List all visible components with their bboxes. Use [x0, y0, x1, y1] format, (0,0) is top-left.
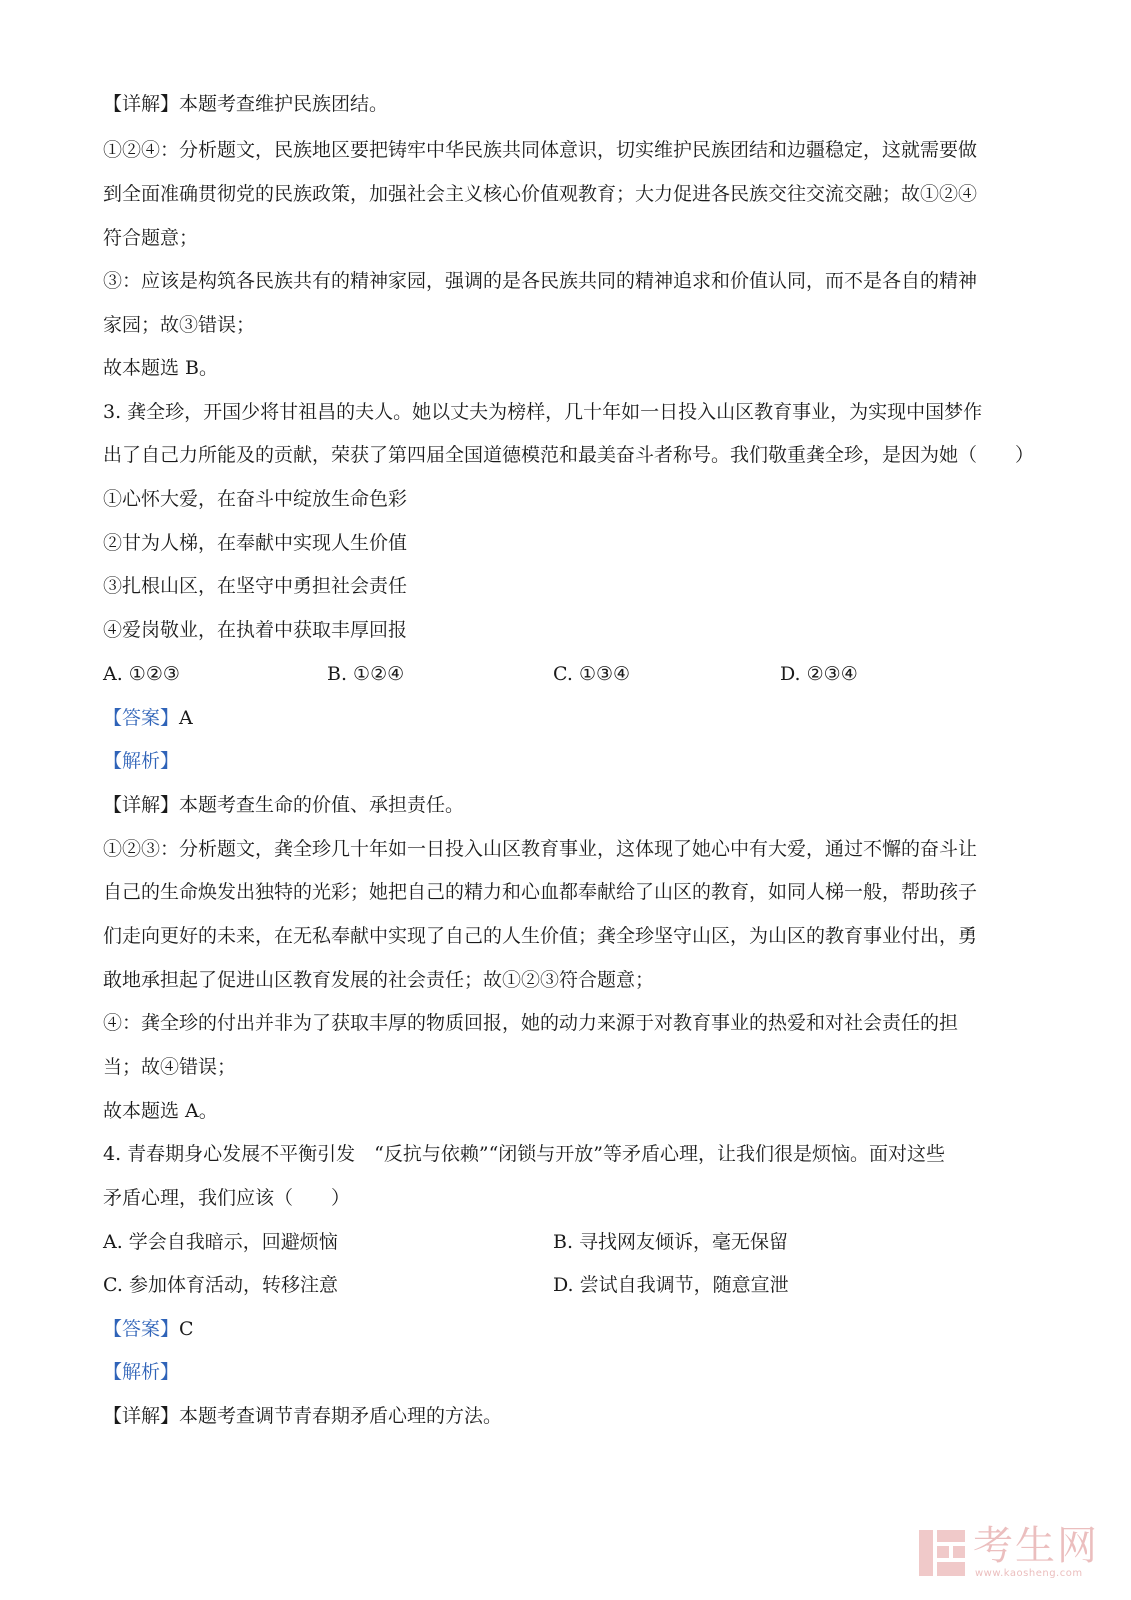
q4-stem-line2: 矛盾心理，我们应该（ ）	[103, 1187, 351, 1209]
q3-conclusion: 故本题选 A。	[103, 1100, 218, 1122]
q3-item3: ③扎根山区，在坚守中勇担社会责任	[103, 575, 408, 597]
q3-item4: ④爱岗敬业，在执着中获取丰厚回报	[103, 619, 408, 641]
q4-option-d: D. 尝试自我调节，随意宣泄	[553, 1274, 789, 1296]
q3-para2-line2: 当；故④错误；	[103, 1056, 237, 1078]
answer-value: A	[179, 707, 193, 729]
q4-option-a: A. 学会自我暗示，回避烦恼	[103, 1231, 338, 1253]
q2-para1-line2: 到全面准确贯彻党的民族政策，加强社会主义核心价值观教育；大力促进各民族交往交流交融；故①②④	[103, 183, 978, 205]
watermark-logo-icon	[917, 1528, 967, 1578]
q3-option-b: B. ①②④	[327, 663, 405, 685]
q3-answer	[103, 706, 193, 730]
q3-detail: 【详解】本题考查生命的价值、承担责任。	[103, 794, 465, 816]
answer-label: 【答案】	[103, 1318, 180, 1340]
q3-stem-line1: 3. 龚全珍，开国少将甘祖昌的夫人。她以丈夫为榜样，几十年如一日投入山区教育事业，为实现中国梦作	[103, 401, 983, 423]
q3-item1: ①心怀大爱，在奋斗中绽放生命色彩	[103, 488, 408, 510]
q4-answer	[103, 1317, 194, 1341]
q3-para1-line2: 自己的生命焕发出独特的光彩；她把自己的精力和心血都奉献给了山区的教育，如同人梯一般，帮助孩子	[103, 881, 978, 903]
q2-conclusion: 故本题选 B。	[103, 357, 219, 379]
q2-para2-line1: ③：应该是构筑各民族共有的精神家园，强调的是各民族共同的精神追求和价值认同，而不是各自的精神	[103, 270, 978, 292]
q2-para1-line3: 符合题意；	[103, 227, 199, 249]
q2-para2-line2: 家园；故③错误；	[103, 314, 256, 336]
q2-para1-line1: ①②④：分析题文，民族地区要把铸牢中华民族共同体意识，切实维护民族团结和边疆稳定，这就需要做	[103, 139, 978, 161]
q4-stem-line1: 4. 青春期身心发展不平衡引发 “反抗与依赖”“闭锁与开放”等矛盾心理，让我们很是烦恼。面对这些	[103, 1143, 946, 1165]
watermark	[917, 1524, 1107, 1586]
q3-option-a: A. ①②③	[103, 663, 180, 685]
q3-option-d: D. ②③④	[780, 663, 858, 685]
answer-label: 【答案】	[103, 707, 180, 729]
answer-value: C	[179, 1318, 194, 1340]
q3-analysis-label: 【解析】	[103, 750, 180, 772]
q2-detail: 【详解】本题考查维护民族团结。	[103, 93, 389, 115]
q3-para1-line3: 们走向更好的未来，在无私奉献中实现了自己的人生价值；龚全珍坚守山区，为山区的教育事业付出，勇	[103, 925, 978, 947]
q4-detail: 【详解】本题考查调节青春期矛盾心理的方法。	[103, 1405, 503, 1427]
q3-para2-line1: ④：龚全珍的付出并非为了获取丰厚的物质回报，她的动力来源于对教育事业的热爱和对社会责任的担	[103, 1012, 959, 1034]
q3-para1-line1: ①②③：分析题文，龚全珍几十年如一日投入山区教育事业，这体现了她心中有大爱，通过不懈的奋斗让	[103, 838, 978, 860]
watermark-url: www.kaosheng.com	[975, 1568, 1083, 1579]
q3-item2: ②甘为人梯，在奉献中实现人生价值	[103, 532, 408, 554]
q4-analysis-label: 【解析】	[103, 1361, 180, 1383]
q3-option-c: C. ①③④	[553, 663, 631, 685]
watermark-text: 考生网	[973, 1523, 1099, 1569]
q3-para1-line4: 敢地承担起了促进山区教育发展的社会责任；故①②③符合题意；	[103, 969, 655, 991]
q4-option-b: B. 寻找网友倾诉，毫无保留	[553, 1231, 789, 1253]
q3-stem-line2: 出了自己力所能及的贡献，荣获了第四届全国道德模范和最美奋斗者称号。我们敬重龚全珍，是因为她（ ）	[103, 444, 1035, 466]
q4-option-c: C. 参加体育活动，转移注意	[103, 1274, 338, 1296]
